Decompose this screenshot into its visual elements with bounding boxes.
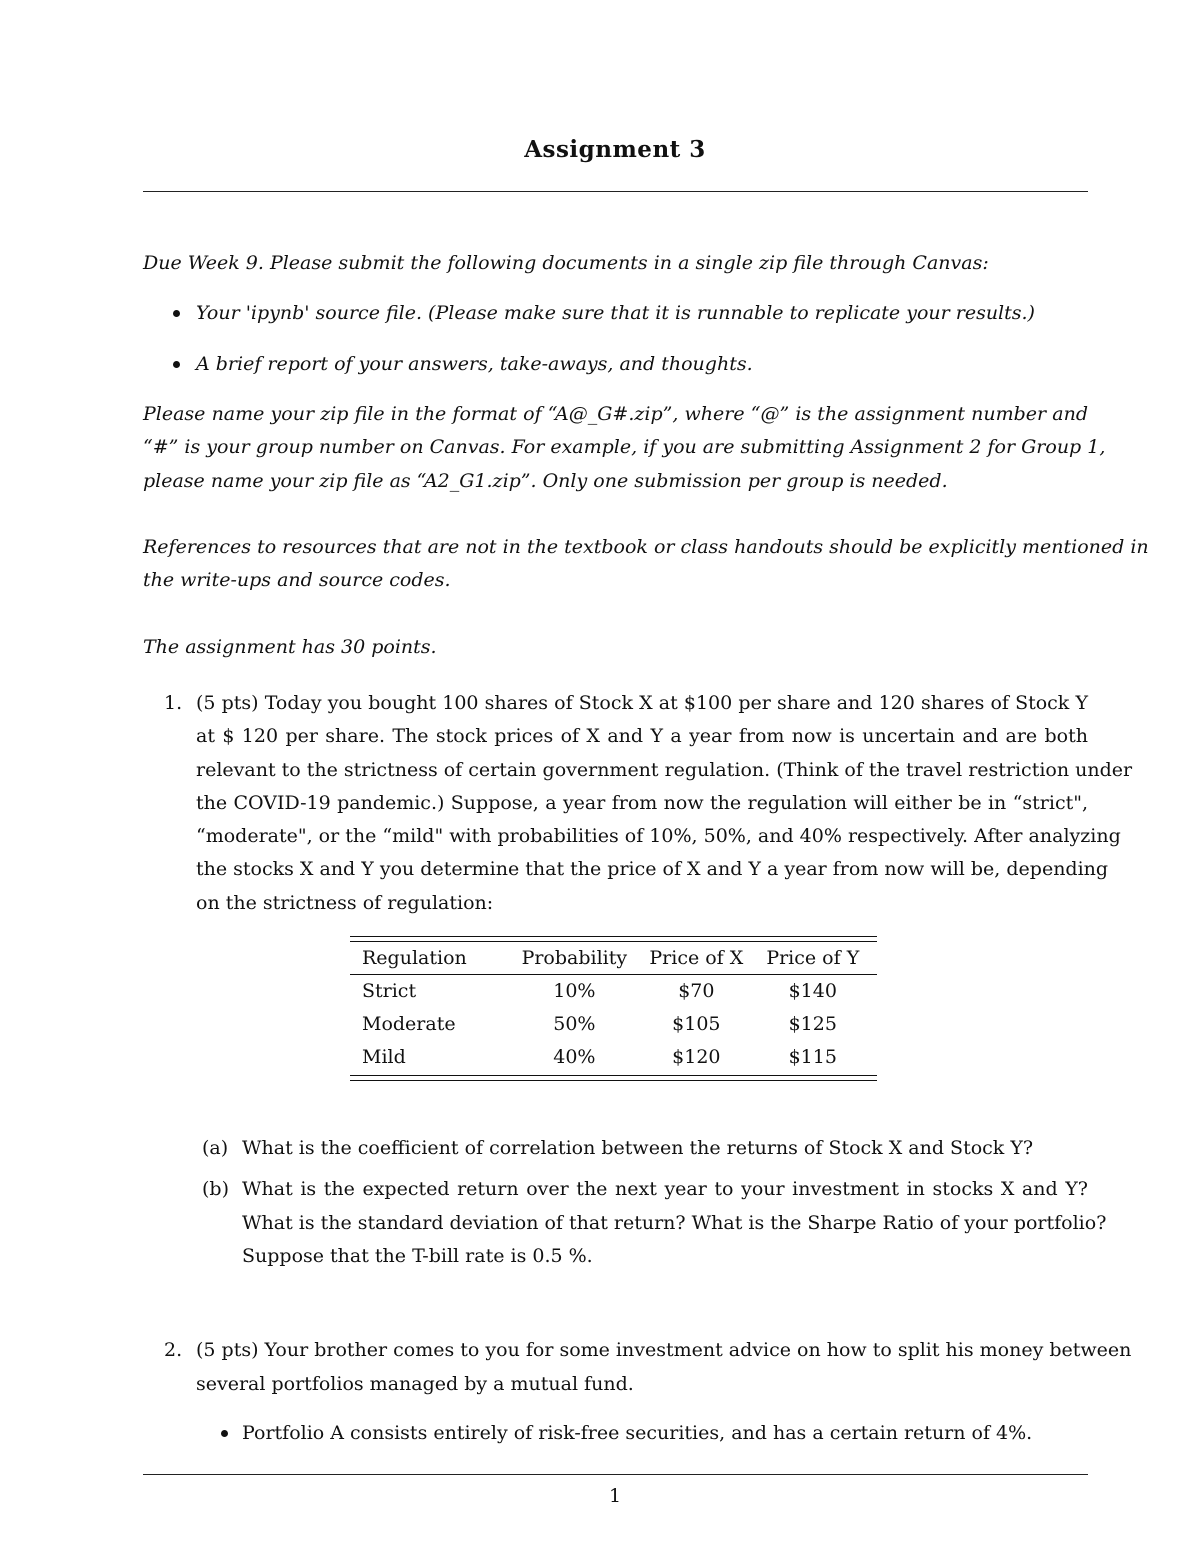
table-cell: 10% — [553, 979, 596, 1002]
page-number: 1 — [608, 1485, 622, 1507]
table-cell: $120 — [672, 1045, 721, 1068]
table-cell: 40% — [553, 1045, 596, 1068]
references-line-1: References to resources that are not in the textbook or class handouts should be explicitly mentioned in — [143, 536, 1149, 558]
references-line-2: the write-ups and source codes. — [143, 569, 451, 591]
page-title: Assignment 3 — [524, 136, 706, 163]
table-cell: Strict — [362, 979, 417, 1002]
bullet-ipynb: Your 'ipynb' source file. (Please make sure that it is runnable to replicate your results.) — [196, 302, 1035, 324]
table-cell: $115 — [788, 1045, 837, 1068]
bullet-dot-icon — [173, 310, 180, 317]
q2-line-1: (5 pts) Your brother comes to you for some investment advice on how to split his money between — [196, 1339, 1132, 1361]
naming-line-2: “#” is your group number on Canvas. For example, if you are submitting Assignment 2 for Group 1, — [143, 436, 1106, 458]
footer-rule — [143, 1474, 1088, 1475]
q1-line-7: on the strictness of regulation: — [196, 892, 494, 914]
due-line: Due Week 9. Please submit the following documents in a single zip file through Canvas: — [143, 252, 989, 274]
q1-line-2: at $ 120 per share. The stock prices of X and Y a year from now is uncertain and are both — [196, 725, 1088, 747]
q2-bullet-portfolio-a: Portfolio A consists entirely of risk-free securities, and has a certain return of 4%. — [242, 1422, 1033, 1444]
bullet-report: A brief report of your answers, take-aways, and thoughts. — [196, 353, 753, 375]
table-row — [356, 974, 871, 1007]
table-cell: Moderate — [362, 1012, 456, 1035]
title-rule — [143, 191, 1088, 192]
table-header-cell: Price of Y — [766, 946, 860, 969]
q1b-line-1: What is the expected return over the next year to your investment in stocks X and Y? — [242, 1178, 1088, 1200]
table-cell: $125 — [788, 1012, 837, 1035]
table-header-cell: Probability — [521, 946, 628, 969]
table-cell: $105 — [672, 1012, 721, 1035]
table-cell: 50% — [553, 1012, 596, 1035]
table-row — [356, 1007, 871, 1040]
q2-number: 2. — [164, 1339, 183, 1361]
table-header-cell: Price of X — [649, 946, 744, 969]
regulation-table — [356, 941, 871, 1073]
q1-line-5: “moderate", or the “mild" with probabilities of 10%, 50%, and 40% respectively. After analyzing — [196, 825, 1121, 847]
q1a-line-1: What is the coefficient of correlation between the returns of Stock X and Stock Y? — [242, 1137, 1034, 1159]
q1b-label: (b) — [202, 1178, 229, 1200]
q1-line-1: (5 pts) Today you bought 100 shares of Stock X at $100 per share and 120 shares of Stock Y — [196, 692, 1088, 714]
table-row — [356, 1040, 871, 1073]
bullet-dot-icon — [173, 361, 180, 368]
q1-line-3: relevant to the strictness of certain government regulation. (Think of the travel restriction under — [196, 759, 1133, 781]
table-bottom-rule — [350, 1075, 877, 1081]
q1b-line-3: Suppose that the T-bill rate is 0.5 %. — [242, 1245, 593, 1267]
points-line: The assignment has 30 points. — [143, 636, 437, 658]
bullet-dot-icon — [221, 1430, 228, 1437]
naming-line-3: please name your zip file as “A2_G1.zip”. Only one submission per group is needed. — [143, 470, 948, 492]
q1b-line-2: What is the standard deviation of that return? What is the Sharpe Ratio of your portfolio? — [242, 1212, 1107, 1234]
table-cell: $140 — [788, 979, 837, 1002]
table-cell: Mild — [362, 1045, 406, 1068]
q1-line-4: the COVID-19 pandemic.) Suppose, a year from now the regulation will either be in “strict", — [196, 792, 1088, 814]
q1-line-6: the stocks X and Y you determine that the price of X and Y a year from now will be, depending — [196, 858, 1109, 880]
q2-line-2: several portfolios managed by a mutual fund. — [196, 1373, 634, 1395]
table-cell: $70 — [678, 979, 715, 1002]
q1a-label: (a) — [202, 1137, 229, 1159]
q1-number: 1. — [164, 692, 183, 714]
table-header-row — [356, 941, 871, 974]
naming-line-1: Please name your zip file in the format of “A@_G#.zip”, where “@” is the assignment number and — [143, 403, 1088, 425]
table-header-cell: Regulation — [362, 946, 467, 969]
